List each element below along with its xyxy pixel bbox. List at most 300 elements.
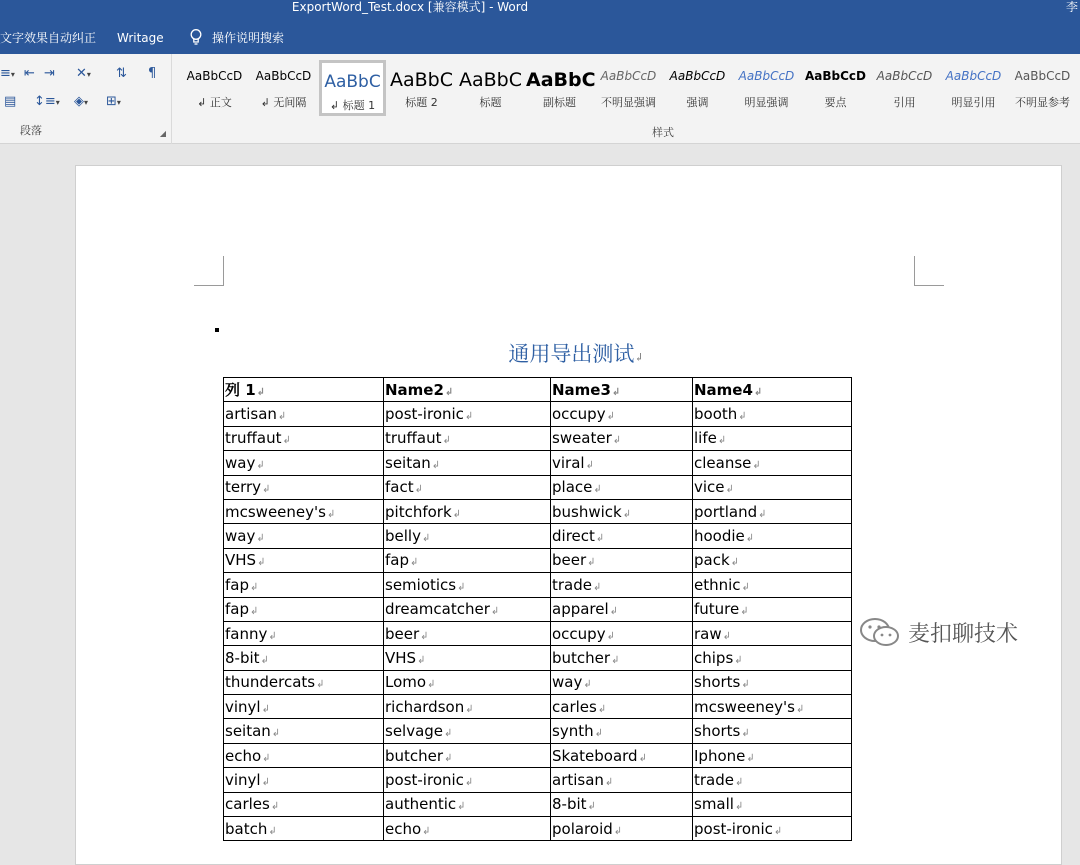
cell-text: future: [694, 600, 740, 619]
style-sample: AaBbCcD: [600, 69, 657, 83]
cell-end-mark: ↲: [746, 752, 755, 764]
cell-end-mark: ↲: [717, 435, 727, 447]
cell-text: way: [225, 453, 256, 472]
cell-end-mark: ↲: [638, 752, 647, 764]
style-item[interactable]: [595, 60, 662, 116]
cell-text: 列 1: [225, 381, 256, 400]
cell-end-mark: ↲: [257, 557, 266, 569]
cell-text: mcsweeney's: [225, 502, 326, 521]
table-cell[interactable]: [224, 451, 384, 475]
list-dropdown-icon[interactable]: ≡▾: [0, 66, 15, 81]
style-name: 不明显强调: [601, 96, 656, 109]
style-item[interactable]: [1009, 60, 1076, 116]
table-cell[interactable]: [693, 670, 852, 694]
cell-end-mark: ↲: [612, 435, 622, 447]
cell-end-mark: ↲: [268, 630, 277, 642]
cell-end-mark: ↲: [268, 825, 277, 837]
table-cell[interactable]: [384, 402, 551, 426]
table-header-cell[interactable]: [551, 378, 693, 402]
cell-text: shorts: [694, 673, 741, 692]
table-cell[interactable]: [693, 597, 852, 621]
cell-text: pitchfork: [385, 502, 452, 521]
style-item[interactable]: [319, 60, 386, 116]
table-cell[interactable]: [224, 475, 384, 499]
cell-end-mark: ↲: [741, 581, 750, 593]
cell-text: bushwick: [552, 502, 622, 521]
cell-text: polaroid: [552, 819, 613, 838]
ribbon-tabs: [0, 16, 1080, 54]
cell-text: semiotics: [385, 575, 457, 594]
increase-indent-icon[interactable]: ⇥: [44, 66, 55, 81]
table-cell[interactable]: [384, 719, 551, 743]
cell-text: apparel: [552, 600, 609, 619]
table-cell[interactable]: [693, 743, 852, 767]
table-row: [224, 719, 852, 743]
table-cell[interactable]: [693, 402, 852, 426]
style-item[interactable]: [733, 60, 800, 116]
style-name: 副标题: [543, 96, 576, 109]
table-cell[interactable]: [384, 499, 551, 523]
cell-end-mark: ↲: [256, 387, 266, 399]
document-page[interactable]: [75, 165, 1062, 865]
table-cell[interactable]: [551, 548, 693, 572]
cell-text: richardson: [385, 697, 465, 716]
cell-end-mark: ↲: [594, 728, 603, 740]
cell-end-mark: ↲: [734, 801, 744, 813]
cell-text: place: [552, 478, 593, 497]
table-cell[interactable]: [693, 499, 852, 523]
table-cell[interactable]: [693, 792, 852, 816]
borders-icon[interactable]: ⊞▾: [106, 94, 121, 109]
style-sample: AaBbC: [324, 72, 381, 92]
table-cell[interactable]: [224, 768, 384, 792]
table-cell[interactable]: [224, 621, 384, 645]
cell-end-mark: ↲: [452, 508, 462, 520]
document-area: [0, 145, 1080, 838]
table-cell[interactable]: [224, 499, 384, 523]
cell-text: terry: [225, 478, 262, 497]
table-cell[interactable]: [224, 426, 384, 450]
table-cell[interactable]: [551, 646, 693, 670]
table-cell[interactable]: [384, 768, 551, 792]
cell-end-mark: ↲: [611, 386, 621, 398]
style-sample: AaBbCcD: [186, 69, 243, 83]
cell-end-mark: ↲: [597, 703, 607, 715]
table-row: [224, 426, 852, 450]
cell-end-mark: ↲: [271, 728, 281, 740]
cell-end-mark: ↲: [444, 752, 453, 764]
cell-end-mark: ↲: [745, 533, 755, 545]
style-item[interactable]: [871, 60, 938, 116]
cell-text: post-ironic: [385, 405, 464, 424]
cell-end-mark: ↲: [420, 630, 429, 642]
style-sample: AaBbCcD: [945, 69, 1002, 83]
style-name: 明显强调: [744, 96, 789, 109]
table-cell[interactable]: [693, 524, 852, 548]
table-cell[interactable]: [551, 475, 693, 499]
table-cell[interactable]: [693, 621, 852, 645]
table-cell[interactable]: [551, 768, 693, 792]
cell-text: cleanse: [694, 453, 752, 472]
line-spacing-icon[interactable]: ↕≡▾: [34, 94, 60, 109]
cell-end-mark: ↲: [753, 386, 763, 398]
cell-text: mcsweeney's: [694, 697, 795, 716]
table-cell[interactable]: [551, 621, 693, 645]
dialog-launcher-icon[interactable]: ◢: [159, 129, 166, 138]
cell-text: viral: [552, 453, 585, 472]
cell-text: artisan: [225, 405, 277, 424]
cell-end-mark: ↲: [741, 728, 750, 740]
cell-end-mark: ↲: [587, 801, 596, 813]
document-title[interactable]: 通用导出测试↲: [508, 342, 644, 366]
cell-text: carles: [225, 795, 270, 814]
show-marks-icon[interactable]: ¶: [148, 66, 157, 81]
table-cell[interactable]: [693, 719, 852, 743]
table-cell[interactable]: [551, 670, 693, 694]
table-cell[interactable]: [384, 426, 551, 450]
cell-text: batch: [225, 819, 268, 838]
cell-end-mark: ↲: [250, 606, 259, 618]
style-sample: AaBbCcD: [738, 69, 795, 83]
cell-end-mark: ↲: [773, 825, 783, 837]
cell-text: Skateboard: [552, 746, 638, 765]
style-item[interactable]: [457, 60, 524, 116]
table-cell[interactable]: [693, 451, 852, 475]
table-cell[interactable]: [551, 719, 693, 743]
style-name: ↲ 正文: [197, 96, 232, 109]
cell-text: shorts: [694, 722, 741, 741]
table-row: [224, 646, 852, 670]
cell-end-mark: ↲: [725, 484, 734, 496]
cell-text: fanny: [225, 624, 268, 643]
table-cell[interactable]: [551, 402, 693, 426]
cell-end-mark: ↲: [417, 654, 426, 666]
cell-end-mark: ↲: [593, 484, 602, 496]
cell-text: occupy: [552, 405, 606, 424]
table-cell[interactable]: [224, 670, 384, 694]
cell-end-mark: ↲: [593, 581, 602, 593]
cell-text: beer: [552, 551, 587, 570]
table-row: [224, 768, 852, 792]
table-row: [224, 792, 852, 816]
cell-text: portland: [694, 502, 758, 521]
cell-text: occupy: [552, 624, 606, 643]
cell-text: butcher: [385, 746, 444, 765]
cell-end-mark: ↲: [260, 654, 269, 666]
cell-end-mark: ↲: [606, 630, 615, 642]
cell-end-mark: ↲: [752, 459, 761, 471]
table-cell[interactable]: [551, 524, 693, 548]
cell-text: selvage: [385, 722, 444, 741]
style-item[interactable]: [664, 60, 731, 116]
table-row: [224, 621, 852, 645]
watermark-text: 麦扣聊技术: [908, 621, 1019, 647]
cell-text: vice: [694, 478, 725, 497]
style-sample: AaBbCcD: [255, 69, 312, 83]
table-cell[interactable]: [384, 597, 551, 621]
cell-text: hoodie: [694, 527, 745, 546]
table-row: [224, 670, 852, 694]
cell-end-mark: ↲: [758, 508, 767, 520]
table-header-cell[interactable]: [384, 378, 551, 402]
table-cell[interactable]: [693, 548, 852, 572]
cell-text: dreamcatcher: [385, 600, 490, 619]
table-cell[interactable]: [224, 573, 384, 597]
table-cell[interactable]: [384, 817, 551, 841]
cell-end-mark: ↲: [442, 435, 451, 447]
cell-text: 8-bit: [225, 648, 260, 667]
cell-end-mark: ↲: [604, 776, 614, 788]
cell-end-mark: ↲: [606, 411, 615, 423]
table-cell[interactable]: [693, 695, 852, 719]
watermark: [858, 616, 1018, 648]
cell-end-mark: ↲: [422, 825, 431, 837]
table-cell[interactable]: [384, 695, 551, 719]
table-cell[interactable]: [384, 621, 551, 645]
cell-end-mark: ↲: [431, 459, 441, 471]
table-cell[interactable]: [551, 792, 693, 816]
distribute-icon[interactable]: ▤: [4, 94, 17, 109]
cell-end-mark: ↲: [277, 411, 287, 423]
cell-end-mark: ↲: [444, 386, 454, 398]
cell-end-mark: ↲: [585, 459, 594, 471]
margin-corner-top-right: [914, 256, 944, 286]
cell-text: seitan: [225, 722, 271, 741]
cell-end-mark: ↲: [261, 703, 270, 715]
style-sample: AaBbCcD: [669, 69, 726, 83]
cell-end-mark: ↲: [316, 679, 325, 691]
cell-end-mark: ↲: [444, 728, 453, 740]
cell-end-mark: ↲: [587, 557, 596, 569]
sort-icon[interactable]: ⇅: [116, 66, 127, 81]
style-item[interactable]: [940, 60, 1007, 116]
cell-end-mark: ↲: [326, 508, 336, 520]
cell-text: truffaut: [385, 429, 442, 448]
table-cell[interactable]: [224, 695, 384, 719]
cell-end-mark: ↲: [738, 411, 747, 423]
table-cell[interactable]: [224, 646, 384, 670]
cell-text: trade: [694, 770, 734, 789]
decrease-indent-icon[interactable]: ⇤: [24, 66, 35, 81]
cell-text: post-ironic: [694, 819, 773, 838]
table-cell[interactable]: [551, 597, 693, 621]
cell-text: thundercats: [225, 673, 316, 692]
cell-end-mark: ↲: [457, 581, 466, 593]
paragraph-group-label: 段落: [20, 124, 42, 137]
cell-text: sweater: [552, 429, 612, 448]
cell-text: carles: [552, 697, 597, 716]
tab-writage[interactable]: Writage: [117, 31, 164, 45]
user-initial[interactable]: 李: [1065, 0, 1078, 14]
cell-text: Name4: [694, 380, 753, 399]
style-name: 强调: [686, 96, 709, 109]
cell-text: chips: [694, 648, 734, 667]
style-item[interactable]: [526, 60, 596, 116]
cell-end-mark: ↲: [464, 776, 474, 788]
table-cell[interactable]: [551, 451, 693, 475]
cell-end-mark: ↲: [611, 654, 620, 666]
table-cell[interactable]: [384, 670, 551, 694]
table-cell[interactable]: [384, 646, 551, 670]
style-sample: AaBbCcD: [804, 69, 866, 83]
cell-end-mark: ↲: [734, 654, 743, 666]
cell-text: echo: [385, 819, 422, 838]
cell-text: echo: [225, 746, 262, 765]
cell-end-mark: ↲: [622, 508, 632, 520]
table-row: [224, 548, 852, 572]
table-cell[interactable]: [551, 817, 693, 841]
table-cell[interactable]: [384, 743, 551, 767]
table-cell[interactable]: [693, 646, 852, 670]
table-cell[interactable]: [693, 573, 852, 597]
style-item[interactable]: [802, 60, 869, 116]
table-cell[interactable]: [384, 792, 551, 816]
cell-text: small: [694, 795, 734, 814]
cell-end-mark: ↲: [740, 606, 749, 618]
style-item[interactable]: [388, 60, 455, 116]
table-cell[interactable]: [224, 817, 384, 841]
margin-corner-top-left: [194, 256, 224, 286]
style-sample: AaBbCcD: [876, 69, 933, 83]
cell-text: authentic: [385, 795, 457, 814]
cell-text: VHS: [385, 648, 417, 667]
cell-text: direct: [552, 527, 595, 546]
table-cell[interactable]: [551, 426, 693, 450]
cell-end-mark: ↲: [457, 801, 466, 813]
data-table: [223, 377, 852, 841]
table-header-cell[interactable]: [693, 378, 852, 402]
wechat-icon: [858, 616, 902, 648]
cell-text: life: [694, 429, 717, 448]
table-row: [224, 402, 852, 426]
styles-group-label: 样式: [652, 126, 674, 139]
table-row: [224, 695, 852, 719]
style-item[interactable]: [181, 60, 248, 116]
cell-end-mark: ↲: [262, 484, 271, 496]
cell-end-mark: ↲: [730, 557, 740, 569]
table-cell[interactable]: [384, 475, 551, 499]
style-name: 要点: [824, 96, 847, 109]
table-cell[interactable]: [693, 475, 852, 499]
ribbon: [0, 54, 1080, 144]
cell-text: artisan: [552, 770, 604, 789]
table-cell[interactable]: [224, 743, 384, 767]
cell-text: truffaut: [225, 429, 282, 448]
tell-me-label: 操作说明搜索: [212, 30, 285, 45]
cell-end-mark: ↲: [261, 776, 270, 788]
style-sample: AaBbC: [458, 69, 522, 91]
style-sample: AaBbC: [526, 69, 596, 91]
table-row: [224, 475, 852, 499]
style-name: 不明显参考: [1015, 96, 1070, 109]
cell-end-mark: ↲: [613, 825, 623, 837]
tab-text-effects[interactable]: 文字效果自动纠正: [0, 31, 97, 45]
table-row: [224, 743, 852, 767]
style-sample: AaBbC: [389, 69, 453, 91]
cell-text: way: [552, 673, 583, 692]
style-item[interactable]: [250, 60, 317, 116]
table-cell[interactable]: [224, 792, 384, 816]
cell-end-mark: ↲: [465, 703, 474, 715]
cell-text: Name2: [385, 380, 444, 399]
table-cell[interactable]: [224, 524, 384, 548]
cell-text: fact: [385, 478, 414, 497]
table-cell[interactable]: [551, 573, 693, 597]
cell-end-mark: ↲: [421, 533, 431, 545]
cell-end-mark: ↲: [256, 533, 265, 545]
cell-text: fap: [225, 575, 249, 594]
cell-end-mark: ↲: [595, 533, 605, 545]
table-cell[interactable]: [693, 768, 852, 792]
cell-text: raw: [694, 624, 722, 643]
table-cell[interactable]: [224, 402, 384, 426]
cell-end-mark: ↲: [262, 752, 271, 764]
cell-end-mark: ↲: [270, 801, 280, 813]
style-name: ↲ 无间隔: [260, 96, 307, 109]
cell-end-mark: ↲: [414, 484, 423, 496]
table-cell[interactable]: [224, 597, 384, 621]
lightbulb-icon: [188, 28, 204, 46]
cell-text: pack: [694, 551, 730, 570]
cell-end-mark: ↲: [490, 606, 500, 618]
shading-icon[interactable]: ◈▾: [74, 94, 89, 109]
cell-text: trade: [552, 575, 592, 594]
style-sample: AaBbCcD: [1014, 69, 1071, 83]
style-name: 标题 2: [405, 96, 438, 109]
chinese-layout-icon[interactable]: ✕▾: [76, 66, 91, 81]
cell-text: vinyl: [225, 770, 261, 789]
cell-text: Name3: [552, 380, 611, 399]
table-row: [224, 499, 852, 523]
cell-text: synth: [552, 722, 594, 741]
table-header-cell[interactable]: [224, 378, 384, 402]
cell-end-mark: ↲: [795, 703, 805, 715]
table-cell[interactable]: [693, 426, 852, 450]
paragraph-group: [0, 54, 172, 144]
style-name: ↲ 标题 1: [329, 99, 376, 112]
table-cell[interactable]: [551, 499, 693, 523]
table-cell[interactable]: [224, 548, 384, 572]
cell-text: Iphone: [694, 746, 746, 765]
cell-end-mark: ↲: [722, 630, 732, 642]
table-cell[interactable]: [384, 451, 551, 475]
table-cell[interactable]: [693, 817, 852, 841]
cell-text: Lomo: [385, 673, 427, 692]
table-cell[interactable]: [384, 573, 551, 597]
cell-text: belly: [385, 527, 421, 546]
style-name: 标题: [479, 96, 502, 109]
bullet-marker: [215, 328, 219, 332]
table-cell[interactable]: [224, 719, 384, 743]
cell-text: butcher: [552, 648, 611, 667]
tell-me-search[interactable]: [188, 28, 284, 46]
table-row: [224, 524, 852, 548]
cell-end-mark: ↲: [583, 679, 592, 691]
cell-text: fap: [385, 551, 409, 570]
table-row: [224, 817, 852, 841]
cell-end-mark: ↲: [410, 557, 419, 569]
style-name: 明显引用: [951, 96, 996, 109]
cell-end-mark: ↲: [609, 606, 619, 618]
table-cell[interactable]: [551, 743, 693, 767]
cell-end-mark: ↲: [464, 411, 474, 423]
table-cell[interactable]: [384, 548, 551, 572]
styles-group: [177, 54, 1080, 144]
table-cell[interactable]: [551, 695, 693, 719]
table-cell[interactable]: [384, 524, 551, 548]
cell-text: beer: [385, 624, 420, 643]
cell-end-mark: ↲: [735, 776, 744, 788]
